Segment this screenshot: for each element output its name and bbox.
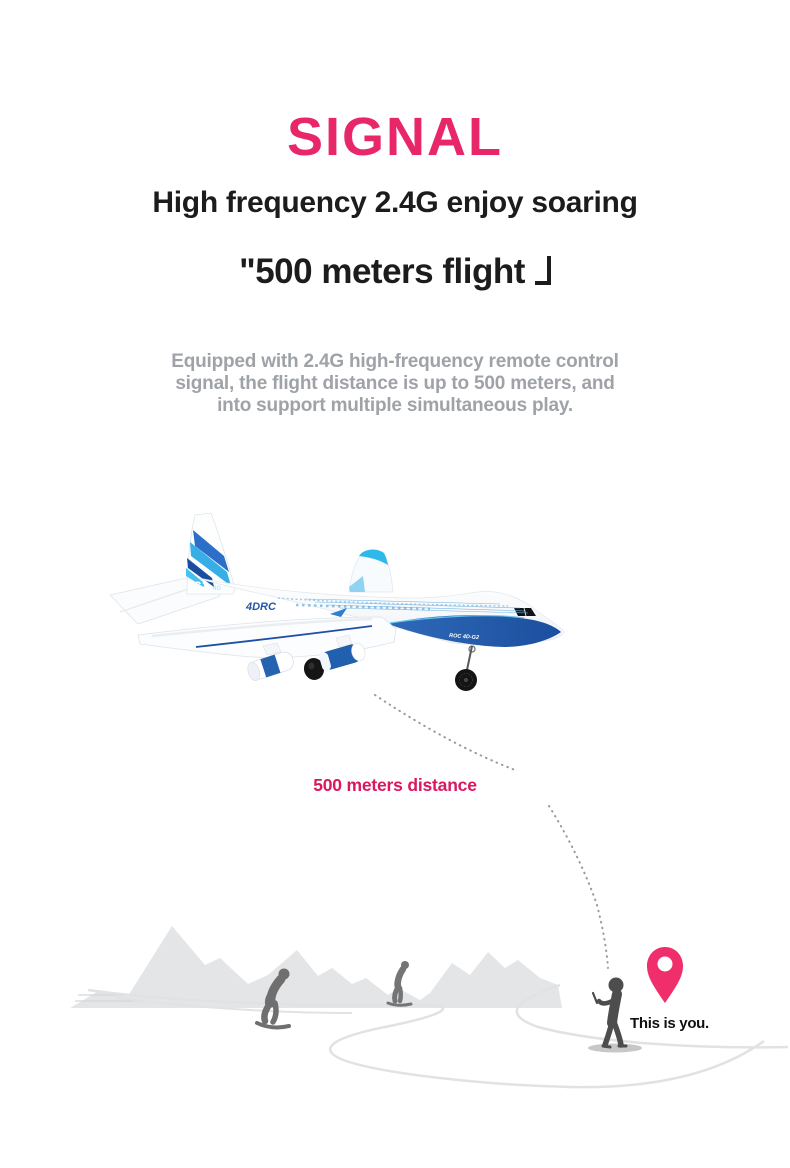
location-pin-icon [647, 947, 683, 1003]
ground-scene [0, 915, 790, 1168]
description [0, 351, 790, 417]
flight-highlight [0, 252, 790, 292]
tail-logo: G2 [192, 579, 209, 593]
figure-shadow [588, 1044, 642, 1053]
remote-controller [593, 993, 597, 1003]
flight-highlight-text: "500 meters flight [239, 252, 525, 291]
page-subtitle: High frequency 2.4G enjoy soaring [152, 186, 638, 219]
you-label: This is you. [630, 1015, 709, 1032]
tail-logo-small: 4G [213, 586, 222, 592]
page-title: SIGNAL [286, 107, 503, 167]
description-line: signal, the flight distance is up to 500 meters, and [175, 373, 615, 394]
far-wing [349, 549, 393, 592]
distance-label: 500 meters distance [313, 775, 477, 795]
description-line: Equipped with 2.4G high-frequency remote control [171, 351, 619, 372]
belly-text: ROC 4D-G2 [448, 633, 480, 642]
fuselage-logo: 4DRC [246, 601, 276, 613]
corner-bracket-icon [535, 256, 551, 285]
description-line: into support multiple simultaneous play. [217, 395, 573, 416]
